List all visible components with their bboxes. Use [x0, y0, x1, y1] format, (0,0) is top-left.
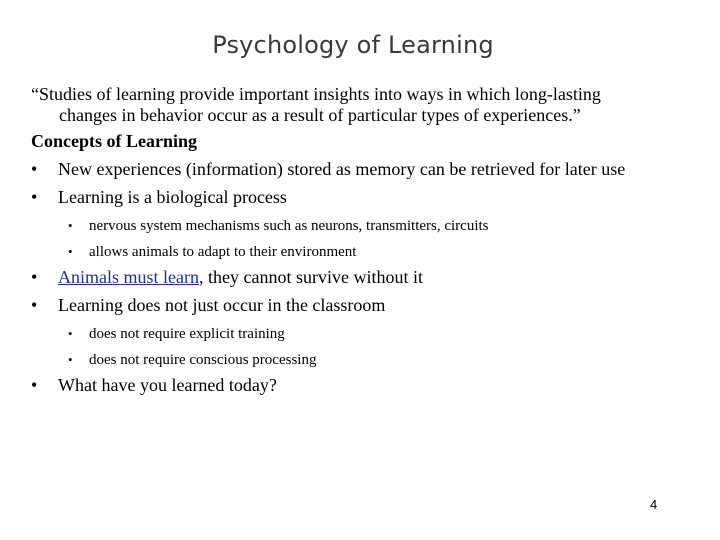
list-item — [31, 375, 701, 396]
sub-list-item-text: nervous system mechanisms such as neurons, transmitters, circuits — [89, 218, 489, 234]
quote-line-2: changes in behavior occur as a result of particular types of experiences.” — [59, 105, 581, 125]
list-item-text: Learning does not just occur in the classroom — [58, 295, 386, 315]
slide-title: Psychology of Learning — [212, 31, 494, 59]
animals-must-learn-link[interactable]: Animals must learn — [58, 267, 199, 287]
sub-list-item — [31, 243, 701, 261]
sub-list-item-text: does not require explicit training — [89, 326, 285, 342]
quote — [31, 84, 701, 126]
sub-list-item-text: does not require conscious processing — [89, 352, 317, 368]
sub-bullet-list-group-2 — [31, 325, 701, 369]
bullet-list-group-2 — [31, 267, 701, 316]
sub-list-item — [31, 325, 701, 343]
concepts-heading: Concepts of Learning — [31, 131, 197, 151]
quote-line-1: “Studies of learning provide important insights into ways in which long-lasting — [31, 84, 601, 104]
list-item-text: What have you learned today? — [58, 375, 277, 395]
bullet-icon: • — [68, 244, 73, 259]
bullet-icon: • — [31, 375, 38, 395]
list-item — [31, 267, 701, 288]
sub-list-item — [31, 217, 701, 235]
list-item — [31, 295, 701, 316]
list-item-text: Learning is a biological process — [58, 187, 287, 207]
sub-list-item — [31, 351, 701, 369]
bullet-icon: • — [31, 295, 38, 315]
sub-list-item-text: allows animals to adapt to their environment — [89, 244, 357, 260]
bullet-list-group-3 — [31, 375, 701, 396]
list-item-text: , they cannot survive without it — [198, 267, 423, 287]
bullet-list-group-1 — [31, 159, 701, 208]
slide-body — [31, 84, 701, 396]
sub-bullet-list-group-1 — [31, 217, 701, 261]
list-item — [31, 187, 701, 208]
bullet-icon: • — [31, 159, 38, 179]
bullet-icon: • — [68, 352, 73, 367]
list-item-text: New experiences (information) stored as memory can be retrieved for later use — [58, 159, 626, 179]
page-number: 4 — [650, 497, 658, 512]
bullet-icon: • — [31, 187, 38, 207]
list-item — [31, 159, 701, 180]
bullet-icon: • — [68, 326, 73, 341]
bullet-icon: • — [31, 267, 38, 287]
bullet-icon: • — [68, 218, 73, 233]
